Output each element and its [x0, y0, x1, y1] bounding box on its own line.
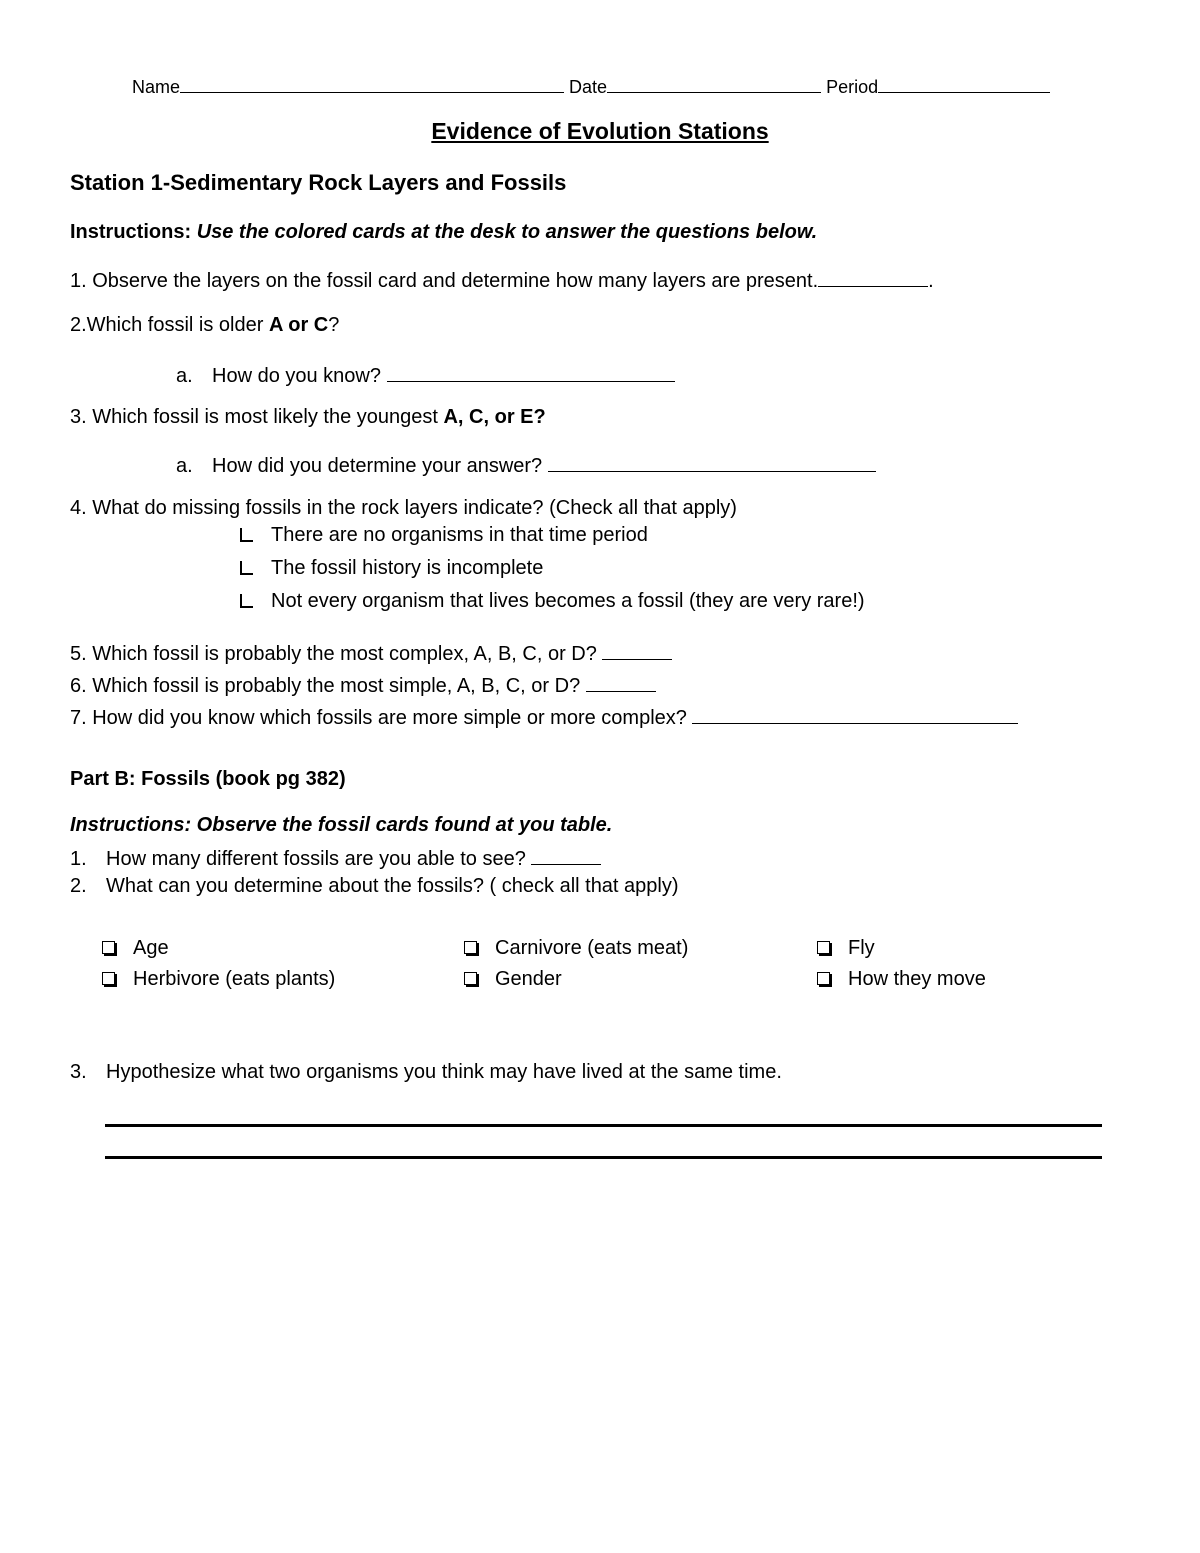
question-3a-text: How did you determine your answer?	[212, 455, 543, 477]
question-3-bold: A, C, or E?	[443, 406, 546, 428]
question-2a-text: How do you know?	[212, 365, 381, 387]
checkbox-icon[interactable]	[240, 561, 253, 575]
question-3a-marker: a.	[176, 455, 193, 477]
question-1-text: 1. Observe the layers on the fossil card and determine how many layers are present.	[70, 270, 819, 292]
question-6	[70, 671, 656, 698]
answer-line[interactable]	[105, 1156, 1102, 1159]
partb-question-1-num: 1.	[70, 848, 87, 870]
name-line	[132, 74, 1050, 98]
question-5	[70, 639, 672, 666]
option-label: There are no organisms in that time period	[271, 524, 648, 546]
question-5-text: 5. Which fossil is probably the most complex, A, B, C, or D?	[70, 643, 597, 665]
option-label: The fossil history is incomplete	[271, 557, 544, 579]
checkbox-icon[interactable]	[102, 941, 115, 954]
option-label: How they move	[848, 968, 986, 990]
question-1-end: .	[928, 270, 934, 292]
question-6-text: 6. Which fossil is probably the most simple, A, B, C, or D?	[70, 675, 581, 697]
partb-question-3-num: 3.	[70, 1061, 87, 1083]
station1-instructions	[70, 221, 817, 244]
name-label: Name	[132, 77, 181, 97]
partb-question-2-text: What can you determine about the fossils? ( check all that apply)	[106, 875, 679, 897]
partb-question-3-text: Hypothesize what two organisms you think may have lived at the same time.	[106, 1061, 782, 1083]
period-field[interactable]	[878, 74, 1050, 93]
partb-question-1	[70, 844, 601, 871]
partb-instructions: Instructions: Observe the fossil cards found at you table.	[70, 814, 613, 836]
question-6-answer[interactable]	[586, 671, 656, 692]
checkbox-icon[interactable]	[240, 594, 253, 608]
checkbox-icon[interactable]	[817, 972, 830, 985]
partb-question-1-text: How many different fossils are you able to see?	[106, 848, 526, 870]
partb-question-3	[70, 1061, 782, 1084]
option-label: Carnivore (eats meat)	[495, 937, 689, 959]
question-5-answer[interactable]	[602, 639, 672, 660]
instructions-text: Use the colored cards at the desk to answer the questions below.	[196, 221, 818, 243]
question-1-answer[interactable]	[818, 266, 928, 287]
question-2-text: 2.Which fossil is older	[70, 314, 269, 336]
question-7-answer[interactable]	[692, 703, 1018, 724]
question-1	[70, 266, 934, 293]
name-field[interactable]	[180, 74, 564, 93]
question-4: 4. What do missing fossils in the rock layers indicate? (Check all that apply)	[70, 497, 737, 519]
checkbox-icon[interactable]	[102, 972, 115, 985]
partb-option[interactable]	[102, 937, 169, 960]
date-label: Date	[569, 77, 608, 97]
partb-question-1-answer[interactable]	[531, 844, 601, 865]
station1-heading: Station 1-Sedimentary Rock Layers and Fossils	[70, 170, 567, 195]
checkbox-icon[interactable]	[464, 941, 477, 954]
partb-question-2	[70, 875, 679, 898]
date-field[interactable]	[607, 74, 821, 93]
question-2a-answer[interactable]	[387, 361, 675, 382]
checkbox-icon[interactable]	[240, 528, 253, 542]
question-4-option[interactable]	[240, 590, 865, 613]
question-3	[70, 406, 546, 429]
question-7	[70, 703, 1018, 730]
option-label: Not every organism that lives becomes a fossil (they are very rare!)	[271, 590, 865, 612]
question-2-end: ?	[328, 314, 340, 336]
partb-option[interactable]	[464, 968, 562, 991]
partb-option[interactable]	[817, 937, 875, 960]
page-title: Evidence of Evolution Stations	[431, 118, 769, 144]
partb-option[interactable]	[817, 968, 986, 991]
question-2a	[176, 361, 675, 388]
question-4-option[interactable]	[240, 524, 648, 547]
question-2	[70, 314, 339, 337]
checkbox-icon[interactable]	[817, 941, 830, 954]
question-3-text: 3. Which fossil is most likely the youngest	[70, 406, 444, 428]
question-4-option[interactable]	[240, 557, 543, 580]
question-2a-marker: a.	[176, 365, 193, 387]
partb-option[interactable]	[102, 968, 335, 991]
partb-heading: Part B: Fossils (book pg 382)	[70, 768, 346, 790]
instructions-label: Instructions:	[70, 221, 192, 243]
question-3a	[176, 451, 876, 478]
period-label: Period	[826, 77, 879, 97]
question-7-text: 7. How did you know which fossils are more simple or more complex?	[70, 707, 687, 729]
partb-question-2-num: 2.	[70, 875, 87, 897]
option-label: Fly	[848, 937, 875, 959]
question-3a-answer[interactable]	[548, 451, 876, 472]
checkbox-icon[interactable]	[464, 972, 477, 985]
partb-option[interactable]	[464, 937, 688, 960]
option-label: Herbivore (eats plants)	[133, 968, 336, 990]
option-label: Gender	[495, 968, 562, 990]
answer-line[interactable]	[105, 1124, 1102, 1127]
option-label: Age	[133, 937, 169, 959]
question-2-bold: A or C	[268, 314, 329, 336]
